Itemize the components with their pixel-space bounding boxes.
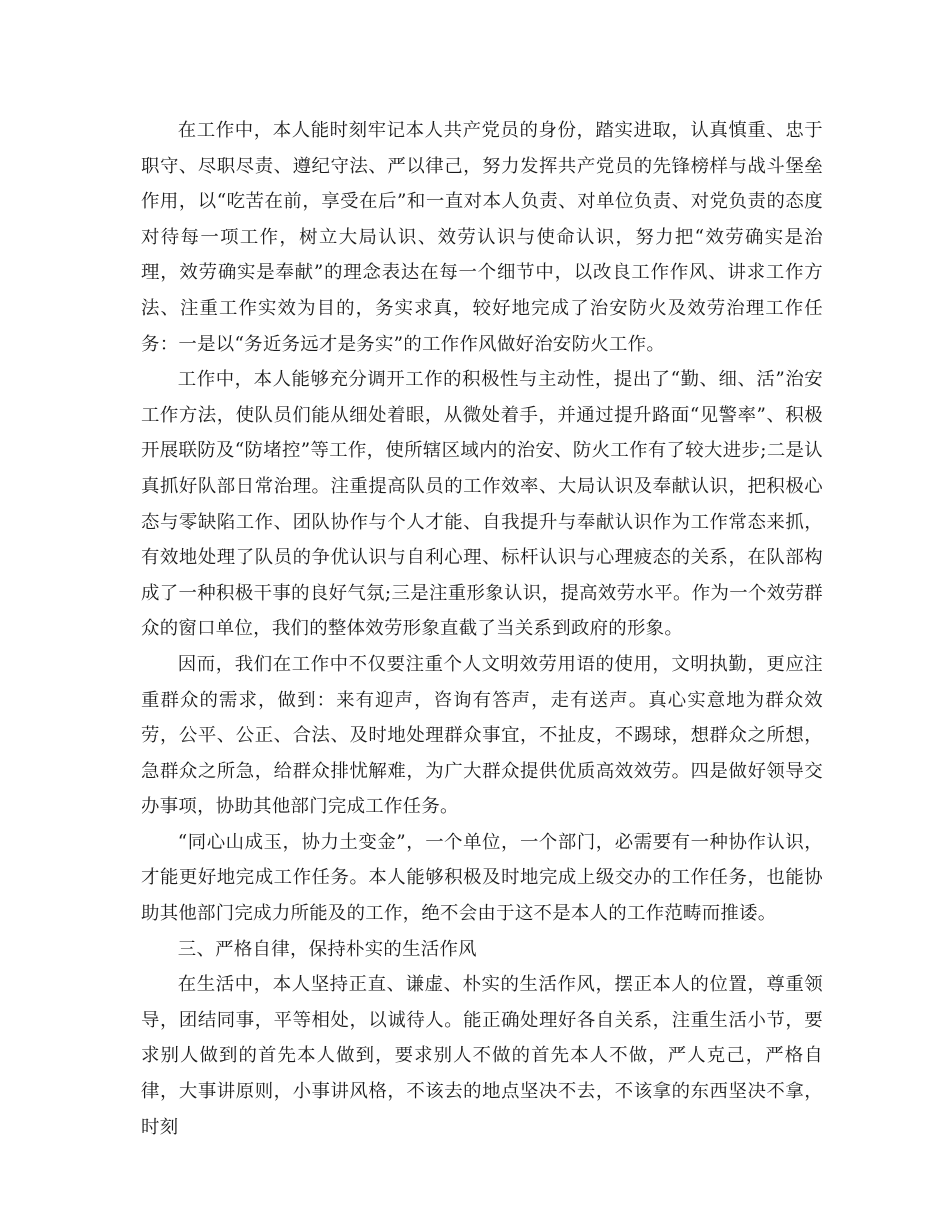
paragraph-2: 工作中，本人能够充分调开工作的积极性与主动性，提出了“勤、细、活”治安工作方法，使队员们能从细处着眼，从微处着手，并通过提升路面“见警率”、积极开展联防及“防堵控”等工作，使所辖区域内的治安、防火工作有了较大进步;二是认真抓好队部日常治理。注重提高队员的工作效率、大局认识及奉献认识，把积极心态与零缺陷工作、团队协作与个人才能、自我提升与奉献认识作为工作常态来抓，有效地处理了队员的争优认识与自利心理、标杆认识与心理疲态的关系，在队部构成了一种积极干事的良好气氛;三是注重形象认识，提高效劳水平。作为一个效劳群众的窗口单位，我们的整体效劳形象直截了当关系到政府的形象。	[141, 369, 823, 640]
paragraph-4: “同心山成玉，协力土变金”，一个单位，一个部门，必需要有一种协作认识，才能更好地完成工作任务。本人能够积极及时地完成上级交办的工作任务，也能协助其他部门完成力所能及的工作，绝不会由于这不是本人的工作范畴而推诿。	[141, 831, 823, 925]
paragraph-1: 在工作中，本人能时刻牢记本人共产党员的身份，踏实进取，认真慎重、忠于职守、尽职尽责、遵纪守法、严以律己，努力发挥共产党员的先锋榜样与战斗堡垒作用，以“吃苦在前，享受在后”和一直对本人负责、对单位负责、对党负责的态度对待每一项工作，树立大局认识、效劳认识与使命认识，努力把“效劳确实是治理，效劳确实是奉献”的理念表达在每一个细节中，以改良工作作风、讲求工作方法、注重工作实效为目的，务实求真，较好地完成了治安防火及效劳治理工作任务：一是以“务近务远才是务实”的工作作风做好治安防火工作。	[141, 120, 823, 355]
paragraph-5: 在生活中，本人坚持正直、谦虚、朴实的生活作风，摆正本人的位置，尊重领导，团结同事，平等相处，以诚待人。能正确处理好各自关系，注重生活小节，要求别人做到的首先本人做到，要求别人不做的首先本人不做，严人克己，严格自律，大事讲原则，小事讲风格，不该去的地点坚决不去，不该拿的东西坚决不拿，时刻	[141, 974, 823, 1138]
section-heading: 三、严格自律，保持朴实的生活作风	[177, 938, 477, 960]
document-body	[141, 113, 823, 1145]
paragraph-3: 因而，我们在工作中不仅要注重个人文明效劳用语的使用，文明执勤，更应注重群众的需求，做到：来有迎声，咨询有答声，走有送声。真心实意地为群众效劳，公平、公正、合法、及时地处理群众事宜，不扯皮，不踢球，想群众之所想，急群众之所急，给群众排忧解难，为广大群众提供优质高效效劳。四是做好领导交办事项，协助其他部门完成工作任务。	[141, 653, 823, 818]
